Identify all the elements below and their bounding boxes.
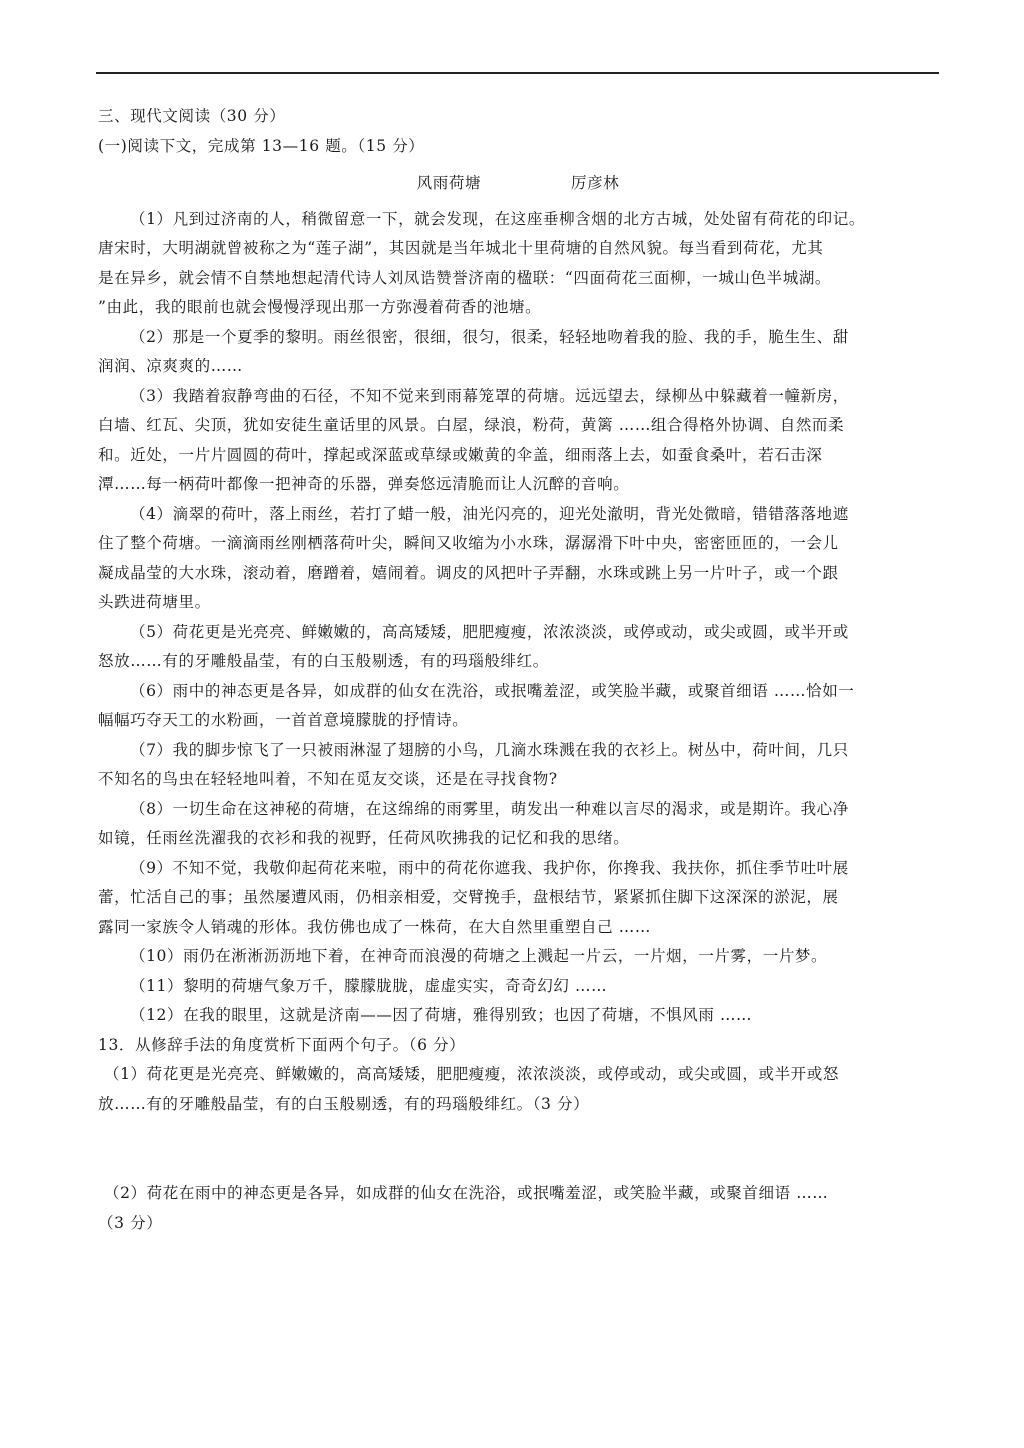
paragraph-line: 如镜，任雨丝洗濯我的衣衫和我的视野，任荷风吹拂我的记忆和我的思绪。: [98, 829, 630, 847]
question-13-sub-2: [98, 1179, 938, 1238]
paragraph-line: 白墙、红瓦、尖顶，犹如安徒生童话里的风景。白屋，绿浪，粉荷，黄篱 ……组合得格外协调、自然而柔: [98, 416, 845, 434]
paragraph-line: 蕾，忙活自己的事；虽然屡遭风雨，仍相亲相爱，交臂挽手，盘根结节，紧紧抓住脚下这深深的淤泥，展: [98, 888, 839, 906]
top-rule: [96, 72, 939, 74]
paragraph-line: 露同一家族令人销魂的形体。我仿佛也成了一株荷，在大自然里重塑自己 ……: [98, 917, 651, 936]
answer-space[interactable]: [98, 1119, 938, 1179]
paragraph-line: （8）一切生命在这神秘的荷塘，在这绵绵的雨雾里，萌发出一种难以言尽的渴求，或是期许。我心净: [130, 799, 849, 818]
paragraph-11: （11）黎明的荷塘气象万千，朦朦胧胧，虚虚实实，奇奇幻幻 ……: [130, 976, 608, 995]
question-13-sub-1: [98, 1060, 938, 1119]
paragraph-line: （6）雨中的神态更是各异，如成群的仙女在洗浴，或抿嘴羞涩，或笑脸半藏，或聚首细语 ……恰如一: [130, 681, 855, 700]
paragraph-3: [98, 382, 938, 500]
paragraph-line: 唐宋时，大明湖就曾被称之为“莲子湖”，其因就是当年城北十里荷塘的自然风貌。每当看到荷花，尤其: [98, 239, 824, 257]
paragraph-1: [98, 205, 938, 323]
paragraph-12: （12）在我的眼里，这就是济南——因了荷塘，雅得别致；也因了荷塘，不惧风雨 ……: [130, 1006, 753, 1024]
question-line: （3 分）: [98, 1213, 163, 1232]
paragraph-line: （2）那是一个夏季的黎明。雨丝很密，很细，很匀，很柔，轻轻地吻着我的脸、我的手，脆生生、甜: [130, 327, 849, 346]
paragraph-line: ”由此，我的眼前也就会慢慢浮现出那一方弥漫着荷香的池塘。: [98, 298, 542, 316]
paragraph-line: 头跌进荷塘里。: [98, 593, 211, 611]
paragraph-10: （10）雨仍在淅淅沥沥地下着，在神奇而浪漫的荷塘之上溅起一片云，一片烟，一片雾，一片梦。: [130, 947, 828, 965]
paragraph-9: [98, 854, 938, 943]
question-line: 放……有的牙雕般晶莹，有的白玉般剔透，有的玛瑙般绯红。（3 分）: [98, 1094, 590, 1113]
paragraph-line: （3）我踏着寂静弯曲的石径，不知不觉来到雨幕笼罩的荷塘。远远望去，绿柳丛中躲藏着一幢新房，: [130, 386, 849, 405]
paragraph-6: [98, 677, 938, 736]
page-content: [98, 102, 938, 1298]
article-title: 风雨荷塘: [416, 174, 482, 192]
paragraph-line: （7）我的脚步惊飞了一只被雨淋湿了翅膀的小鸟，几滴水珠溅在我的衣衫上。树丛中，荷叶间，几只: [130, 740, 849, 759]
paragraph-line: 和。近处，一片片圆圆的荷叶，撑起或深蓝或草绿或嫩黄的伞盖，细雨落上去，如蚕食桑叶，若石击深: [98, 445, 823, 464]
paragraph-line: （1）凡到过济南的人，稍微留意一下，就会发现，在这座垂柳含烟的北方古城，处处留有荷花的印记。: [130, 209, 865, 228]
paragraph-line: 幅幅巧夺天工的水粉画，一首首意境朦胧的抒情诗。: [98, 711, 469, 729]
paragraph-line: 是在异乡，就会情不自禁地想起清代诗人刘凤诰赞誉济南的楹联：“四面荷花三面柳，一城山色半城湖。: [98, 268, 832, 287]
question-line: （2）荷花在雨中的神态更是各异，如成群的仙女在洗浴，或抿嘴羞涩，或笑脸半藏，或聚首细语 ……: [104, 1184, 829, 1202]
article-title-line: [98, 169, 938, 199]
paragraph-2: [98, 323, 938, 382]
paragraph-line: 润润、凉爽爽的……: [98, 357, 243, 375]
paragraph-line: 怒放……有的牙雕般晶莹，有的白玉般剔透，有的玛瑙般绯红。: [98, 652, 549, 670]
paragraph-line: （5）荷花更是光亮亮、鲜嫩嫩的，高高矮矮，肥肥瘦瘦，浓浓淡淡，或停或动，或尖或圆，或半开或: [130, 622, 849, 641]
paragraph-4: [98, 500, 938, 618]
paragraph-line: （9）不知不觉，我敬仰起荷花来啦，雨中的荷花你遮我、我护你，你搀我、我扶你，抓住季节吐叶展: [130, 858, 849, 877]
paragraph-5: [98, 618, 938, 677]
paragraph-7: [98, 736, 938, 795]
paragraph-line: 凝成晶莹的大水珠，滚动着，磨蹭着，嬉闹着。调皮的风把叶子弄翻，水珠或跳上另一片叶子，或一个跟: [98, 563, 839, 582]
paragraph-line: 住了整个荷塘。一滴滴雨丝刚栖落荷叶尖，瞬间又收缩为小水珠，潺潺滑下叶中央，密密匝匝的，一会儿: [98, 534, 839, 552]
section-subheading: (一)阅读下文，完成第 13—16 题。（15 分）: [98, 136, 425, 155]
section-heading: 三、现代文阅读（30 分）: [98, 107, 286, 125]
article-author: 厉彦林: [571, 174, 620, 192]
paragraph-line: 潭……每一柄荷叶都像一把神奇的乐器，弹奏悠远清脆而让人沉醉的音响。: [98, 475, 630, 493]
paragraph-8: [98, 795, 938, 854]
question-line: （1）荷花更是光亮亮、鲜嫩嫩的，高高矮矮，肥肥瘦瘦，浓浓淡淡，或停或动，或尖或圆，或半开或怒: [104, 1065, 839, 1083]
paragraph-line: （4）滴翠的荷叶，落上雨丝，若打了蜡一般，油光闪亮的，迎光处澈明，背光处微暗，错错落落地遮: [130, 504, 849, 523]
question-13-stem: 13．从修辞手法的角度赏析下面两个句子。（6 分）: [98, 1035, 466, 1054]
answer-space[interactable]: [98, 1238, 938, 1298]
paragraph-line: 不知名的鸟虫在轻轻地叫着，不知在觅友交谈，还是在寻找食物?: [98, 770, 558, 788]
